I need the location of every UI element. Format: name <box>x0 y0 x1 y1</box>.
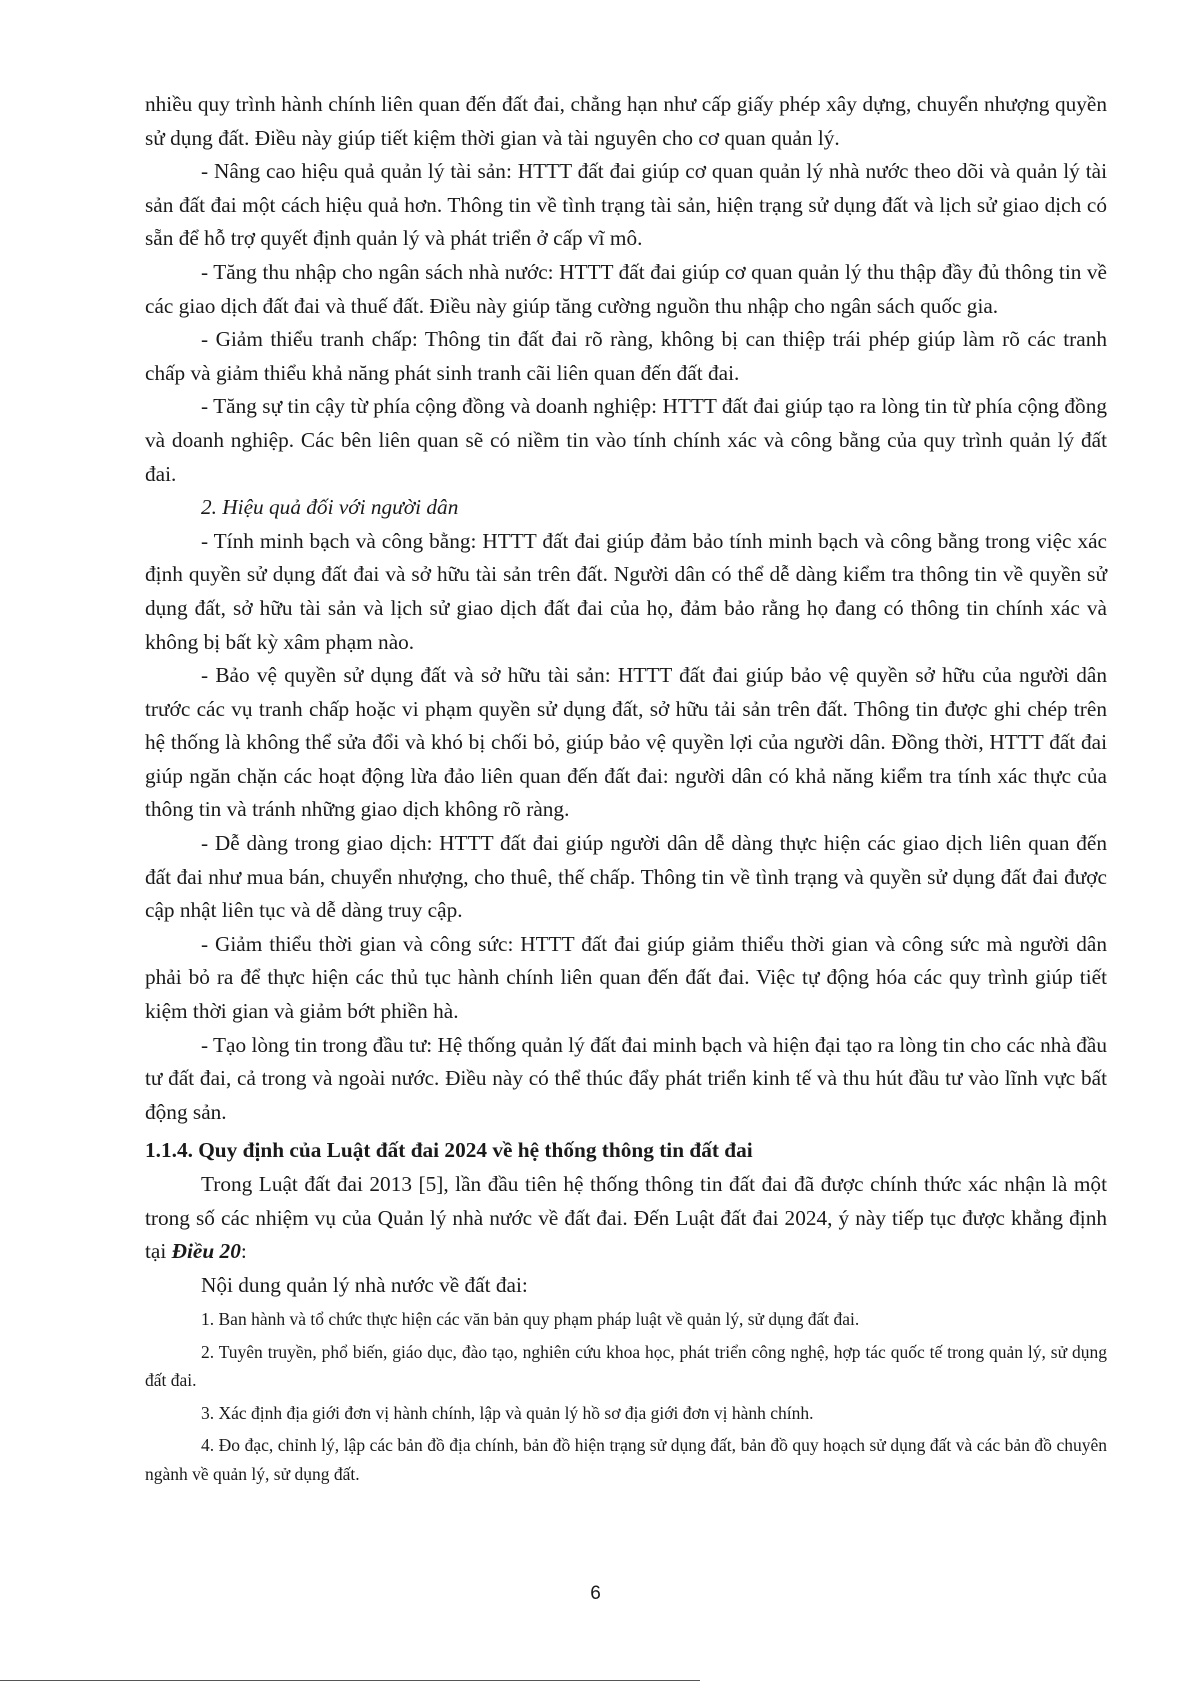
section-intro-text: Trong Luật đất đai 2013 [5], lần đầu tiên hệ thống thông tin đất đai đã được chính thức xác nhận là một trong số các nhiệm vụ của Quản lý nhà nước về đất đai. Đến Luật đất đai 2024, ý này tiếp tục được khẳng định tại <box>145 1172 1107 1264</box>
list-item: 3. Xác định địa giới đơn vị hành chính, lập và quản lý hồ sơ địa giới đơn vị hành chính. <box>201 1402 814 1423</box>
paragraph-property-protection: - Bảo vệ quyền sử dụng đất và sở hữu tài sản: HTTT đất đai giúp bảo vệ quyền sở hữu của người dân trước các vụ tranh chấp hoặc vi phạm quyền sử dụng đất, sở hữu tải sản trên đất. Thông tin được ghi chép trên hệ thống là không thể sửa đổi và khó bị chối bỏ, giúp bảo vệ quyền lợi của người dân. Đồng thời, HTTT đất đai giúp ngăn chặn các hoạt động lừa đảo liên quan đến đất đai: người dân có khả năng kiểm tra tính xác thực của thông tin và tránh những giao dịch không rõ ràng. <box>145 663 1107 822</box>
bottom-divider <box>0 1680 700 1681</box>
content-label: Nội dung quản lý nhà nước về đất đai: <box>201 1272 528 1297</box>
list-item: 2. Tuyên truyền, phổ biến, giáo dục, đào tạo, nghiên cứu khoa học, phát triển công nghệ, hợp tác quốc tế trong quản lý, sử dụng đất đai. <box>145 1341 1107 1391</box>
paragraph-transparency: - Tính minh bạch và công bằng: HTTT đất đai giúp đảm bảo tính minh bạch và công bằng trong việc xác định quyền sử dụng đất đai và sở hữu tài sản trên đất. Người dân có thể dễ dàng kiểm tra thông tin về quyền sử dụng đất, sở hữu tài sản và lịch sử giao dịch đất đai của họ, đảm bảo rằng họ đang có thông tin chính xác và không bị bất kỳ xâm phạm nào. <box>145 528 1107 654</box>
document-page <box>145 88 1107 1492</box>
paragraph-dispute-reduction: - Giảm thiểu tranh chấp: Thông tin đất đai rõ ràng, không bị can thiệp trái phép giúp làm rõ các tranh chấp và giảm thiểu khả năng phát sinh tranh cãi liên quan đến đất đai. <box>145 327 1107 385</box>
section-heading: 1.1.4. Quy định của Luật đất đai 2024 về hệ thống thông tin đất đai <box>145 1138 753 1163</box>
paragraph-community-trust: - Tăng sự tin cậy từ phía cộng đồng và doanh nghiệp: HTTT đất đai giúp tạo ra lòng tin từ phía cộng đồng và doanh nghiệp. Các bên liên quan sẽ có niềm tin vào tính chính xác và công bằng của quy trình quản lý đất đai. <box>145 394 1107 486</box>
page-number: 6 <box>590 1583 601 1604</box>
subheading-citizen-benefits: 2. Hiệu quả đối với người dân <box>201 495 459 520</box>
article-reference: Điều 20 <box>171 1239 241 1264</box>
list-item: 1. Ban hành và tổ chức thực hiện các văn bản quy phạm pháp luật về quản lý, sử dụng đất đai. <box>201 1309 860 1330</box>
paragraph-state-budget: - Tăng thu nhập cho ngân sách nhà nước: HTTT đất đai giúp cơ quan quản lý thu thập đầy đủ thông tin về các giao dịch đất đai và thuế đất. Điều này giúp tăng cường nguồn thu nhập cho ngân sách quốc gia. <box>145 259 1107 318</box>
section-intro-end: : <box>240 1239 247 1264</box>
section-intro <box>145 1168 1107 1269</box>
paragraph-investment-trust: - Tạo lòng tin trong đầu tư: Hệ thống quản lý đất đai minh bạch và hiện đại tạo ra lòng tin cho các nhà đầu tư đất đai, cả trong và ngoài nước. Điều này có thể thúc đẩy phát triển kinh tế và thu hút đầu tư vào lĩnh vực bất động sản. <box>145 1032 1107 1124</box>
paragraph-continuation: nhiều quy trình hành chính liên quan đến đất đai, chẳng hạn như cấp giấy phép xây dựng, chuyển nhượng quyền sử dụng đất. Điều này giúp tiết kiệm thời gian và tài nguyên cho cơ quan quản lý. <box>145 92 1107 150</box>
paragraph-time-effort: - Giảm thiểu thời gian và công sức: HTTT đất đai giúp giảm thiểu thời gian và công sức mà người dân phải bỏ ra để thực hiện các thủ tục hành chính liên quan đến đất đai. Việc tự động hóa các quy trình giúp tiết kiệm thời gian và giảm bớt phiền hà. <box>145 931 1107 1024</box>
paragraph-easy-transactions: - Dễ dàng trong giao dịch: HTTT đất đai giúp người dân dễ dàng thực hiện các giao dịch liên quan đến đất đai như mua bán, chuyển nhượng, cho thuê, thế chấp. Thông tin về tình trạng và quyền sử dụng đất đai được cập nhật liên tục và dễ dàng truy cập. <box>145 831 1107 923</box>
list-item: 4. Đo đạc, chỉnh lý, lập các bản đồ địa chính, bản đồ hiện trạng sử dụng đất, bản đồ quy hoạch sử dụng đất và các bản đồ chuyên ngành về quản lý, sử dụng đất. <box>145 1435 1107 1484</box>
paragraph-asset-management: - Nâng cao hiệu quả quản lý tài sản: HTTT đất đai giúp cơ quan quản lý nhà nước theo dõi và quản lý tài sản đất đai một cách hiệu quả hơn. Thông tin về tình trạng tài sản, hiện trạng sử dụng đất và lịch sử giao dịch có sẵn để hỗ trợ quyết định quản lý và phát triển ở cấp vĩ mô. <box>145 159 1107 251</box>
